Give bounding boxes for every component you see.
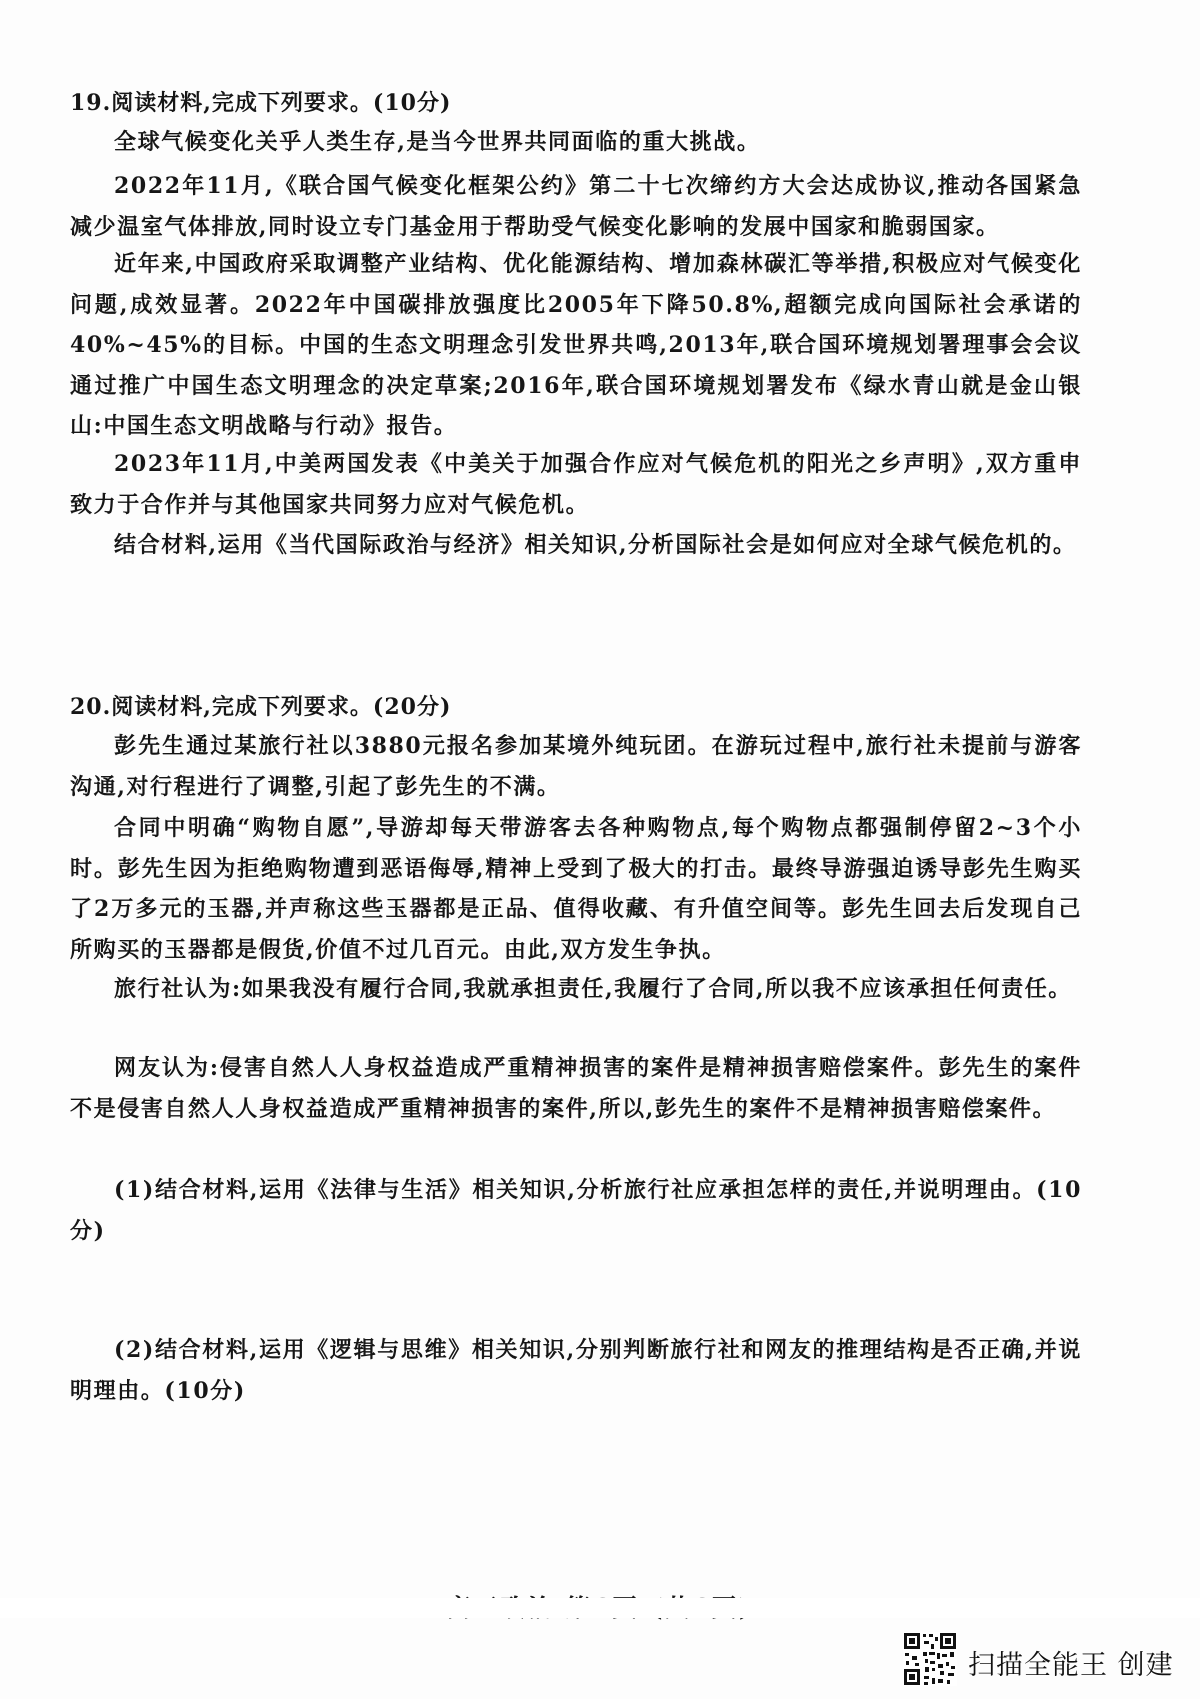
footer-clip — [0, 1598, 1200, 1618]
q19-paragraph-3: 近年来,中国政府采取调整产业结构、优化能源结构、增加森林碳汇等举措,积极应对气候变化问题,成效显著。2022年中国碳排放强度比2005年下降50.8%,超额完成向国际社会承诺的40%~45%的目标。中国的生态文明理念引发世界共鸣,2013年,联合国环境规划署理事会会议通过推广中国生态文明理念的决定草案;2016年,联合国环境规划署发布《绿水青山就是金山银山:中国生态文明战略与行动》报告。 — [70, 251, 1082, 439]
q20-subquestion-1: (1)结合材料,运用《法律与生活》相关知识,分析旅行社应承担怎样的责任,并说明理由。(10分) — [70, 1177, 1082, 1244]
qr-code-icon — [903, 1632, 957, 1686]
q19-paragraph-5: 结合材料,运用《当代国际政治与经济》相关知识,分析国际社会是如何应对全球气候危机的。 — [114, 532, 1077, 558]
q20-paragraph-3: 旅行社认为:如果我没有履行合同,我就承担责任,我履行了合同,所以我不应该承担任何责任。 — [114, 976, 1072, 1002]
question-19-title: 19.阅读材料,完成下列要求。(10分) — [70, 90, 452, 116]
q19-paragraph-1: 全球气候变化关乎人类生存,是当今世界共同面临的重大挑战。 — [114, 129, 761, 155]
q19-paragraph-4: 2023年11月,中美两国发表《中美关于加强合作应对气候危机的阳光之乡声明》,双方重申致力于合作并与其他国家共同努力应对气候危机。 — [70, 451, 1082, 518]
q20-paragraph-4: 网友认为:侵害自然人人身权益造成严重精神损害的案件是精神损害赔偿案件。彭先生的案件不是侵害自然人人身权益造成严重精神损害的案件,所以,彭先生的案件不是精神损害赔偿案件。 — [70, 1055, 1082, 1122]
q19-paragraph-2: 2022年11月,《联合国气候变化框架公约》第二十七次缔约方大会达成协议,推动各国紧急减少温室气体排放,同时设立专门基金用于帮助受气候变化影响的发展中国家和脆弱国家。 — [70, 173, 1082, 240]
scanner-watermark-text: 扫描全能王 创建 — [968, 1650, 1174, 1681]
question-20-title: 20.阅读材料,完成下列要求。(20分) — [70, 694, 452, 720]
q20-subquestion-2: (2)结合材料,运用《逻辑与思维》相关知识,分别判断旅行社和网友的推理结构是否正确,并说明理由。(10分) — [70, 1337, 1082, 1404]
q20-paragraph-2: 合同中明确“购物自愿”,导游却每天带游客去各种购物点,每个购物点都强制停留2~3个小时。彭先生因为拒绝购物遭到恶语侮辱,精神上受到了极大的打击。最终导游强迫诱导彭先生购买了2万多元的玉器,并声称这些玉器都是正品、值得收藏、有升值空间等。彭先生回去后发现自己所购买的玉器都是假货,价值不过几百元。由此,双方发生争执。 — [70, 815, 1082, 963]
q20-paragraph-1: 彭先生通过某旅行社以3880元报名参加某境外纯玩团。在游玩过程中,旅行社未提前与游客沟通,对行程进行了调整,引起了彭先生的不满。 — [70, 733, 1082, 800]
